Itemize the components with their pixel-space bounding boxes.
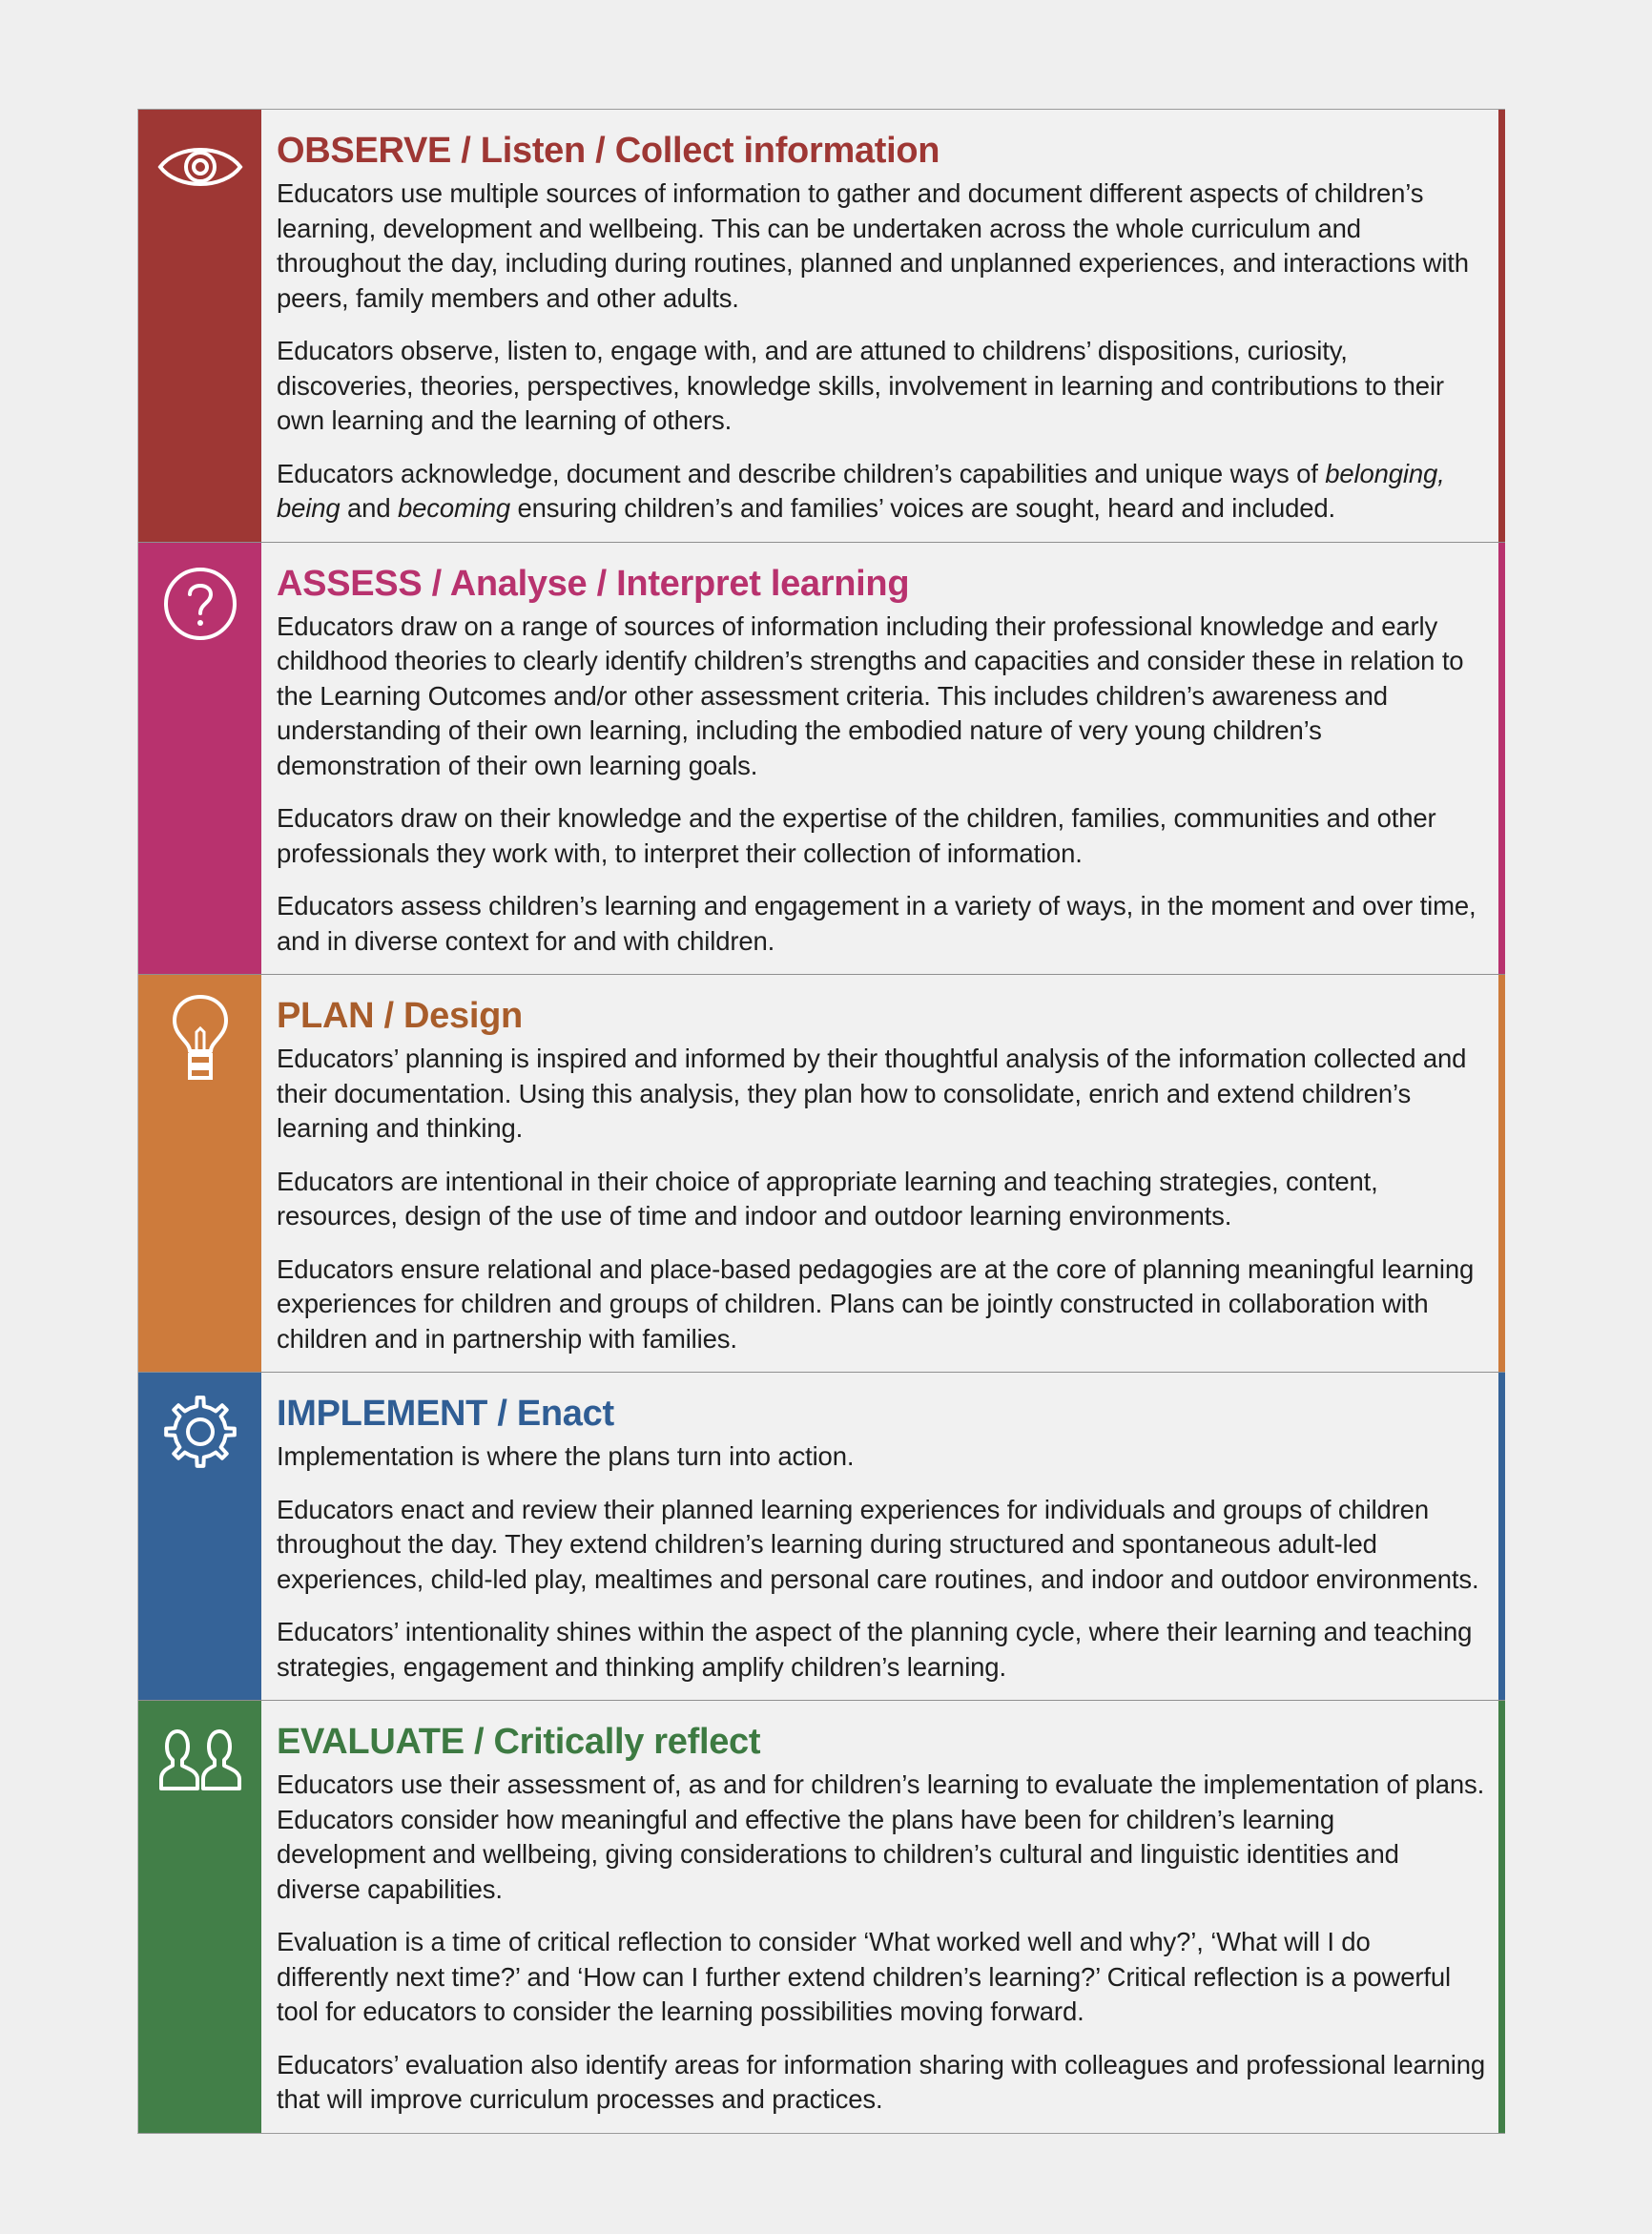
question-icon [160,564,240,644]
evaluate-paragraph-1: Educators use their assessment of, as and for children’s learning to evaluate the implementation of plans. Educators consider how meaningful and effective the plans have been for children’s learning development and wellbeing, giving considerations to children’s cultural and linguistic identities and diverse capabilities. [277,1769,1485,1904]
section-implement [138,1372,1505,1700]
observe-icon-column [138,110,261,542]
assess-content [261,543,1505,975]
gear-icon [160,1392,240,1472]
implement-paragraph-3: Educators’ intentionality shines within the aspect of the planning cycle, where their learning and teaching strategies, engagement and thinking amplify children’s learning. [277,1617,1473,1682]
lightbulb-icon [167,992,234,1087]
observe-paragraph-3: Educators acknowledge, document and describe children’s capabilities and unique ways of belonging, being and becoming ensuring children’s and families’ voices are sought, heard and included. [277,458,1445,523]
implement-paragraph-2: Educators enact and review their planned learning experiences for individuals and groups of children throughout the day. They extend children’s learning during structured and spontaneous adult-led experiences, child-led play, mealtimes and personal care routines, and indoor and outdoor environments. [277,1494,1479,1594]
plan-paragraph-2: Educators are intentional in their choice of appropriate learning and teaching strategies, content, resources, design of the use of time and indoor and outdoor learning environments. [277,1166,1378,1231]
assess-heading: ASSESS / Analyse / Interpret learning [277,563,910,604]
assess-paragraph-1: Educators draw on a range of sources of information including their professional knowledge and early childhood theories to clearly identify children’s strengths and capacities and consider these in relation to the Learning Outcomes and/or other assessment criteria. This includes children’s awareness and understanding of their own learning, including the embodied nature of very young children’s demonstration of their own learning goals. [277,610,1464,780]
implement-heading: IMPLEMENT / Enact [277,1394,614,1434]
observe-paragraph-2: Educators observe, listen to, engage with, and are attuned to childrens’ dispositions, curiosity, discoveries, theories, perspectives, knowledge skills, involvement in learning and contributions to their own learning and the learning of others. [277,336,1444,435]
implement-paragraph-1: Implementation is where the plans turn into action. [277,1441,855,1471]
plan-icon-column [138,975,261,1372]
eye-icon [156,138,244,196]
evaluate-paragraph-2: Evaluation is a time of critical reflection to consider ‘What worked well and why?’, ‘What will I do differently next time?’ and ‘How can I further extend children’s learning?’ Critical reflection is a powerful tool for educators to consider the learning possibilities moving forward. [277,1927,1451,2026]
observe-paragraph-1: Educators use multiple sources of information to gather and document different aspects of children’s learning, development and wellbeing. This can be undertaken across the whole curriculum and throughout the day, including during routines, planned and unplanned experiences, and interactions with peers, family members and other adults. [277,178,1469,313]
implement-content [261,1373,1505,1700]
evaluate-paragraph-3: Educators’ evaluation also identify areas for information sharing with colleagues and professional learning that will improve curriculum processes and practices. [277,2049,1486,2114]
assess-paragraph-3: Educators assess children’s learning and engagement in a variety of ways, in the moment and over time, and in diverse context for and with children. [277,891,1476,956]
observe-content [261,110,1505,542]
section-evaluate [138,1700,1505,2133]
plan-paragraph-1: Educators’ planning is inspired and informed by their thoughtful analysis of the information collected and their documentation. Using this analysis, they plan how to consolidate, enrich and extend children’s learning and thinking. [277,1044,1467,1143]
assess-icon-column [138,543,261,975]
evaluate-content [261,1701,1505,2133]
people-icon [159,1726,241,1792]
observe-heading: OBSERVE / Listen / Collect information [277,131,940,171]
section-plan [138,974,1505,1372]
assess-paragraph-2: Educators draw on their knowledge and the expertise of the children, families, communities and other professionals they work with, to interpret their collection of information. [277,803,1436,868]
section-assess [138,542,1505,975]
plan-heading: PLAN / Design [277,996,523,1036]
implement-icon-column [138,1373,261,1700]
plan-content [261,975,1505,1372]
evaluate-heading: EVALUATE / Critically reflect [277,1722,761,1762]
plan-paragraph-3: Educators ensure relational and place-based pedagogies are at the core of planning meaningful learning experiences for children and groups of children. Plans can be jointly constructed in collaboration with children and in partnership with families. [277,1253,1475,1354]
section-observe [138,110,1505,542]
evaluate-icon-column [138,1701,261,2133]
planning-cycle-panel [137,109,1505,2134]
